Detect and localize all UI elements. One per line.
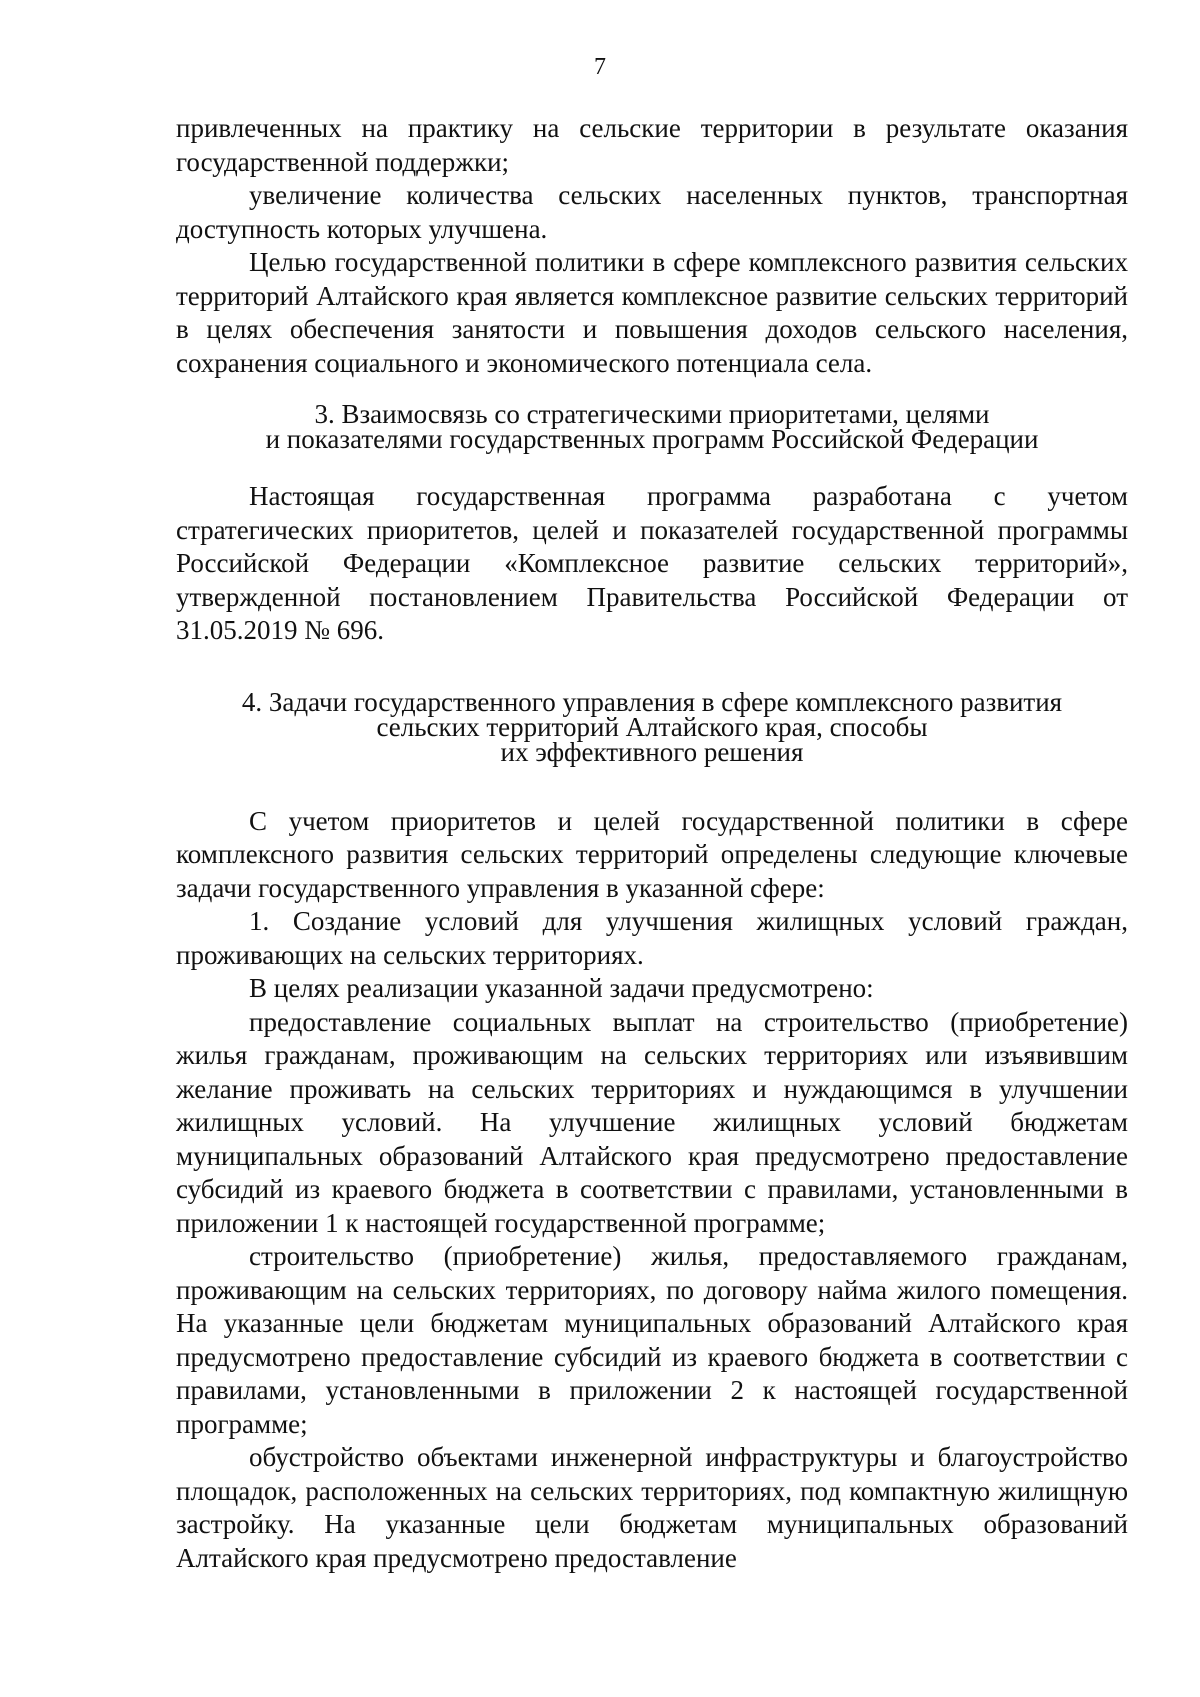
section-4-heading-line-2: сельских территорий Алтайского края, способы [376,711,928,742]
page-number: 7 [594,54,606,80]
section-3-heading-line-2: и показателями государственных программ Российской Федерации [265,424,1039,454]
section-3-paragraph: Настоящая государственная программа разработана с учетом стратегических приоритетов, целей и показателей государственной программы Российской Федерации «Комплексное развитие сельских территорий», утвержденной постановлением Правительства Российской Федерации от 31.05.2019 № 696. [176,481,1128,645]
section-3-heading [176,399,1128,454]
section-4-heading-line-3: их эффективного решения [500,736,804,767]
paragraph-intro-1: привлеченных на практику на сельские территории в результате оказания государственной поддержки; [176,113,1128,177]
section-4-paragraph-4: предоставление социальных выплат на строительство (приобретение) жилья гражданам, проживающим на сельских территориях или изъявившим желание проживать на сельских территориях и нуждающимся в улучшении жилищных условий. На улучшение жилищных условий бюджетам муниципальных образований Алтайского края предусмотрено предоставление субсидий из краевого бюджета в соответствии с правилами, установленными в приложении 1 к настоящей государственной программе; [176,1006,1128,1238]
section-4-paragraph-2: 1. Создание условий для улучшения жилищных условий граждан, проживающих на сельских территориях. [176,906,1128,970]
section-4-paragraph-6: обустройство объектами инженерной инфраструктуры и благоустройство площадок, расположенных на сельских территориях, под компактную жилищную застройку. На указанные цели бюджетам муниципальных образований Алтайского края предусмотрено предоставление [176,1442,1128,1573]
paragraph-intro-3: Целью государственной политики в сфере комплексного развития сельских территорий Алтайского края является комплексное развитие сельских территорий в целях обеспечения занятости и повышения доходов сельского населения, сохранения социального и экономического потенциала села. [176,247,1128,378]
section-4-paragraph-1: С учетом приоритетов и целей государственной политики в сфере комплексного развития сельских территорий определены следующие ключевые задачи государственного управления в указанной сфере: [176,805,1128,903]
section-4-heading [176,686,1128,767]
section-4-heading-line-1: 4. Задачи государственного управления в сфере комплексного развития [241,686,1063,717]
section-4-paragraph-5: строительство (приобретение) жилья, предоставляемого гражданам, проживающим на сельских территориях, по договору найма жилого помещения. На указанные цели бюджетам муниципальных образований Алтайского края предусмотрено предоставление субсидий из краевого бюджета в соответствии с правилами, установленными в приложении 2 к настоящей государственной программе; [176,1241,1128,1439]
section-3-heading-line-1: 3. Взаимосвязь со стратегическими приоритетами, целями [314,399,990,429]
section-4-paragraph-3: В целях реализации указанной задачи предусмотрено: [249,973,874,1003]
paragraph-intro-2: увеличение количества сельских населенных пунктов, транспортная доступность которых улучшена. [176,180,1128,244]
document-body [176,112,1128,1575]
